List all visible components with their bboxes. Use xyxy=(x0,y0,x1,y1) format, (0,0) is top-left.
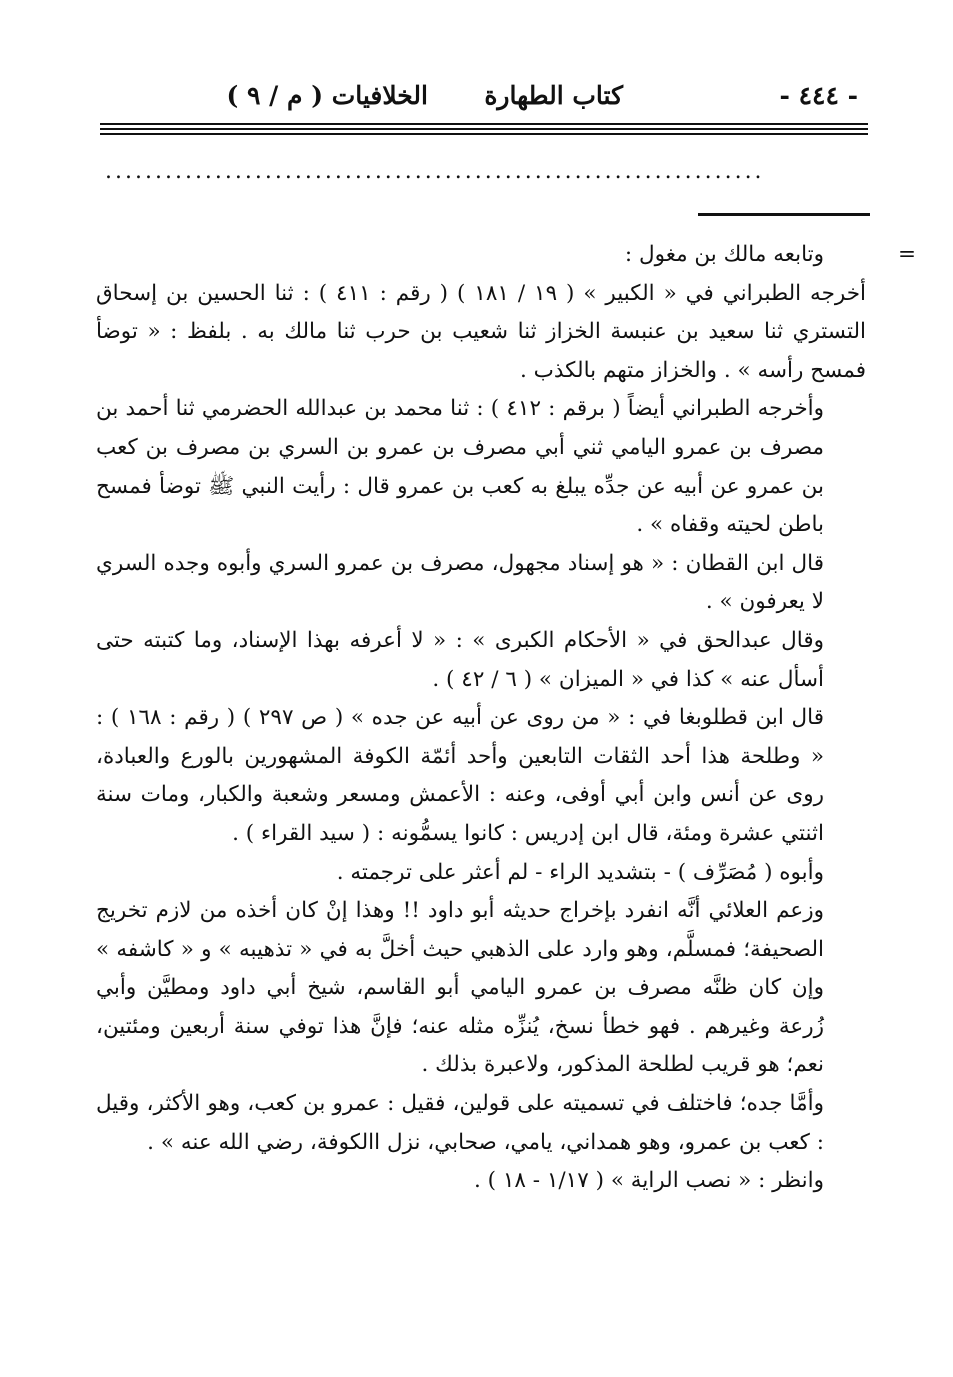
paragraph: وتابعه مالك بن مغول : xyxy=(624,242,824,267)
paragraph: قال ابن قطلوبغا في : « من روى عن أبيه عن جده » ( ص ٢٩٧ ) ( رقم : ١٦٨ ) : « وطلحة هذا أحد الثقات التابعين وأحد أئمّة الكوفة المشهورين بالورع والعبادة، روى عن أنس وابن أبي أوفى، وعنه : الأعمش ومسعر وشعبة والكبار، ومات سنة اثنتي عشرة ومئة، قال ابن إدريس : كانوا يسمُّونه : ( سيد القراء ) . xyxy=(96,705,824,846)
continuation-mark: = xyxy=(897,242,916,267)
page-header xyxy=(100,78,858,114)
paragraph: قال ابن القطان : « هو إسناد مجهول، مصرف بن عمرو السري وأبوه وجده السري لا يعرفون » . xyxy=(96,550,824,615)
paragraph: أخرجه الطبراني في « الكبير » ( ١٩ / ١٨١ ) ( رقم : ٤١١ ) : ثنا الحسين بن إسحاق التستري ثنا سعيد بن عنبسة الخزاز ثنا شعيب بن حرب ثنا مالك به . بلفظ : « توضأ فمسح رأسه » . والخزاز متهم بالكذب . xyxy=(96,280,866,383)
paragraph: وأخرجه الطبراني أيضاً ( برقم : ٤١٢ ) : ثنا محمد بن عبدالله الحضرمي ثنا أحمد بن مصرف بن عمرو اليامي ثني أبي مصرف بن عمرو بن السري بن مصرف بن كعب بن عمرو عن أبيه عن جدِّه يبلغ به كعب بن عمرو قال : رأيت النبي ﷺ توضأ فمسح باطن لحيته وقفاه » . xyxy=(96,396,824,538)
header-rule-middle xyxy=(100,128,868,130)
header-rule-bottom xyxy=(100,133,868,135)
header-rule-top xyxy=(100,123,868,125)
book-title: كتاب الطهارة xyxy=(484,81,623,110)
body-text xyxy=(96,236,916,1201)
page-number: - ٤٤٤ - xyxy=(779,81,858,110)
paragraph: وأمَّا جده؛ فاختلف في تسميته على قولين، فقيل : عمرو بن كعب، وهو الأكثر، وقيل : كعب بن عمرو، وهو همداني، يامي، صحابي، نزل االكوفة، رضي الله عنه » . xyxy=(96,1091,824,1155)
paragraph: وزعم العلائي أنَّه انفرد بإخراج حديثه أبو داود !! وهذا إنْ كان أخذه من لازم تخريج الصحيفة؛ فمسلَّم، وهو وارد على الذهبي حيث أخلَّ به في « تذهيبه » و « كاشفه » وإن كان ظنَّه مصرف بن عمرو اليامي أبو القاسم، شيخ أبي داود ومطيَّن وأبي زُرعة وغيرهم . فهو خطأ نسخ، يُنزِّه مثله عنه؛ فإنَّ هذا توفي سنة أربعين ومئتين، نعم؛ هو قريب لطلحة المذكور، ولاعبرة بذلك . xyxy=(96,898,824,1078)
running-subtitle: الخلافيات ( م / ٩ ) xyxy=(226,81,428,110)
paragraph: وأبوه ( مُصَرِّف ) - بتشديد الراء - لم أعثر على ترجمته . xyxy=(336,859,824,885)
dotted-line: .................................................................. xyxy=(105,160,765,184)
paragraph: وقال عبدالحق في « الأحكام الكبرى » : « لا أعرفه بهذا الإسناد، وما كتبته حتى أسأل عنه » كذا في « الميزان » ( ٦ / ٤٢ ) . xyxy=(96,627,824,692)
paragraph: وانظر : « نصب الراية » ( ١/١٧ - ١٨ ) . xyxy=(473,1168,824,1194)
footnote-separator xyxy=(698,213,870,216)
